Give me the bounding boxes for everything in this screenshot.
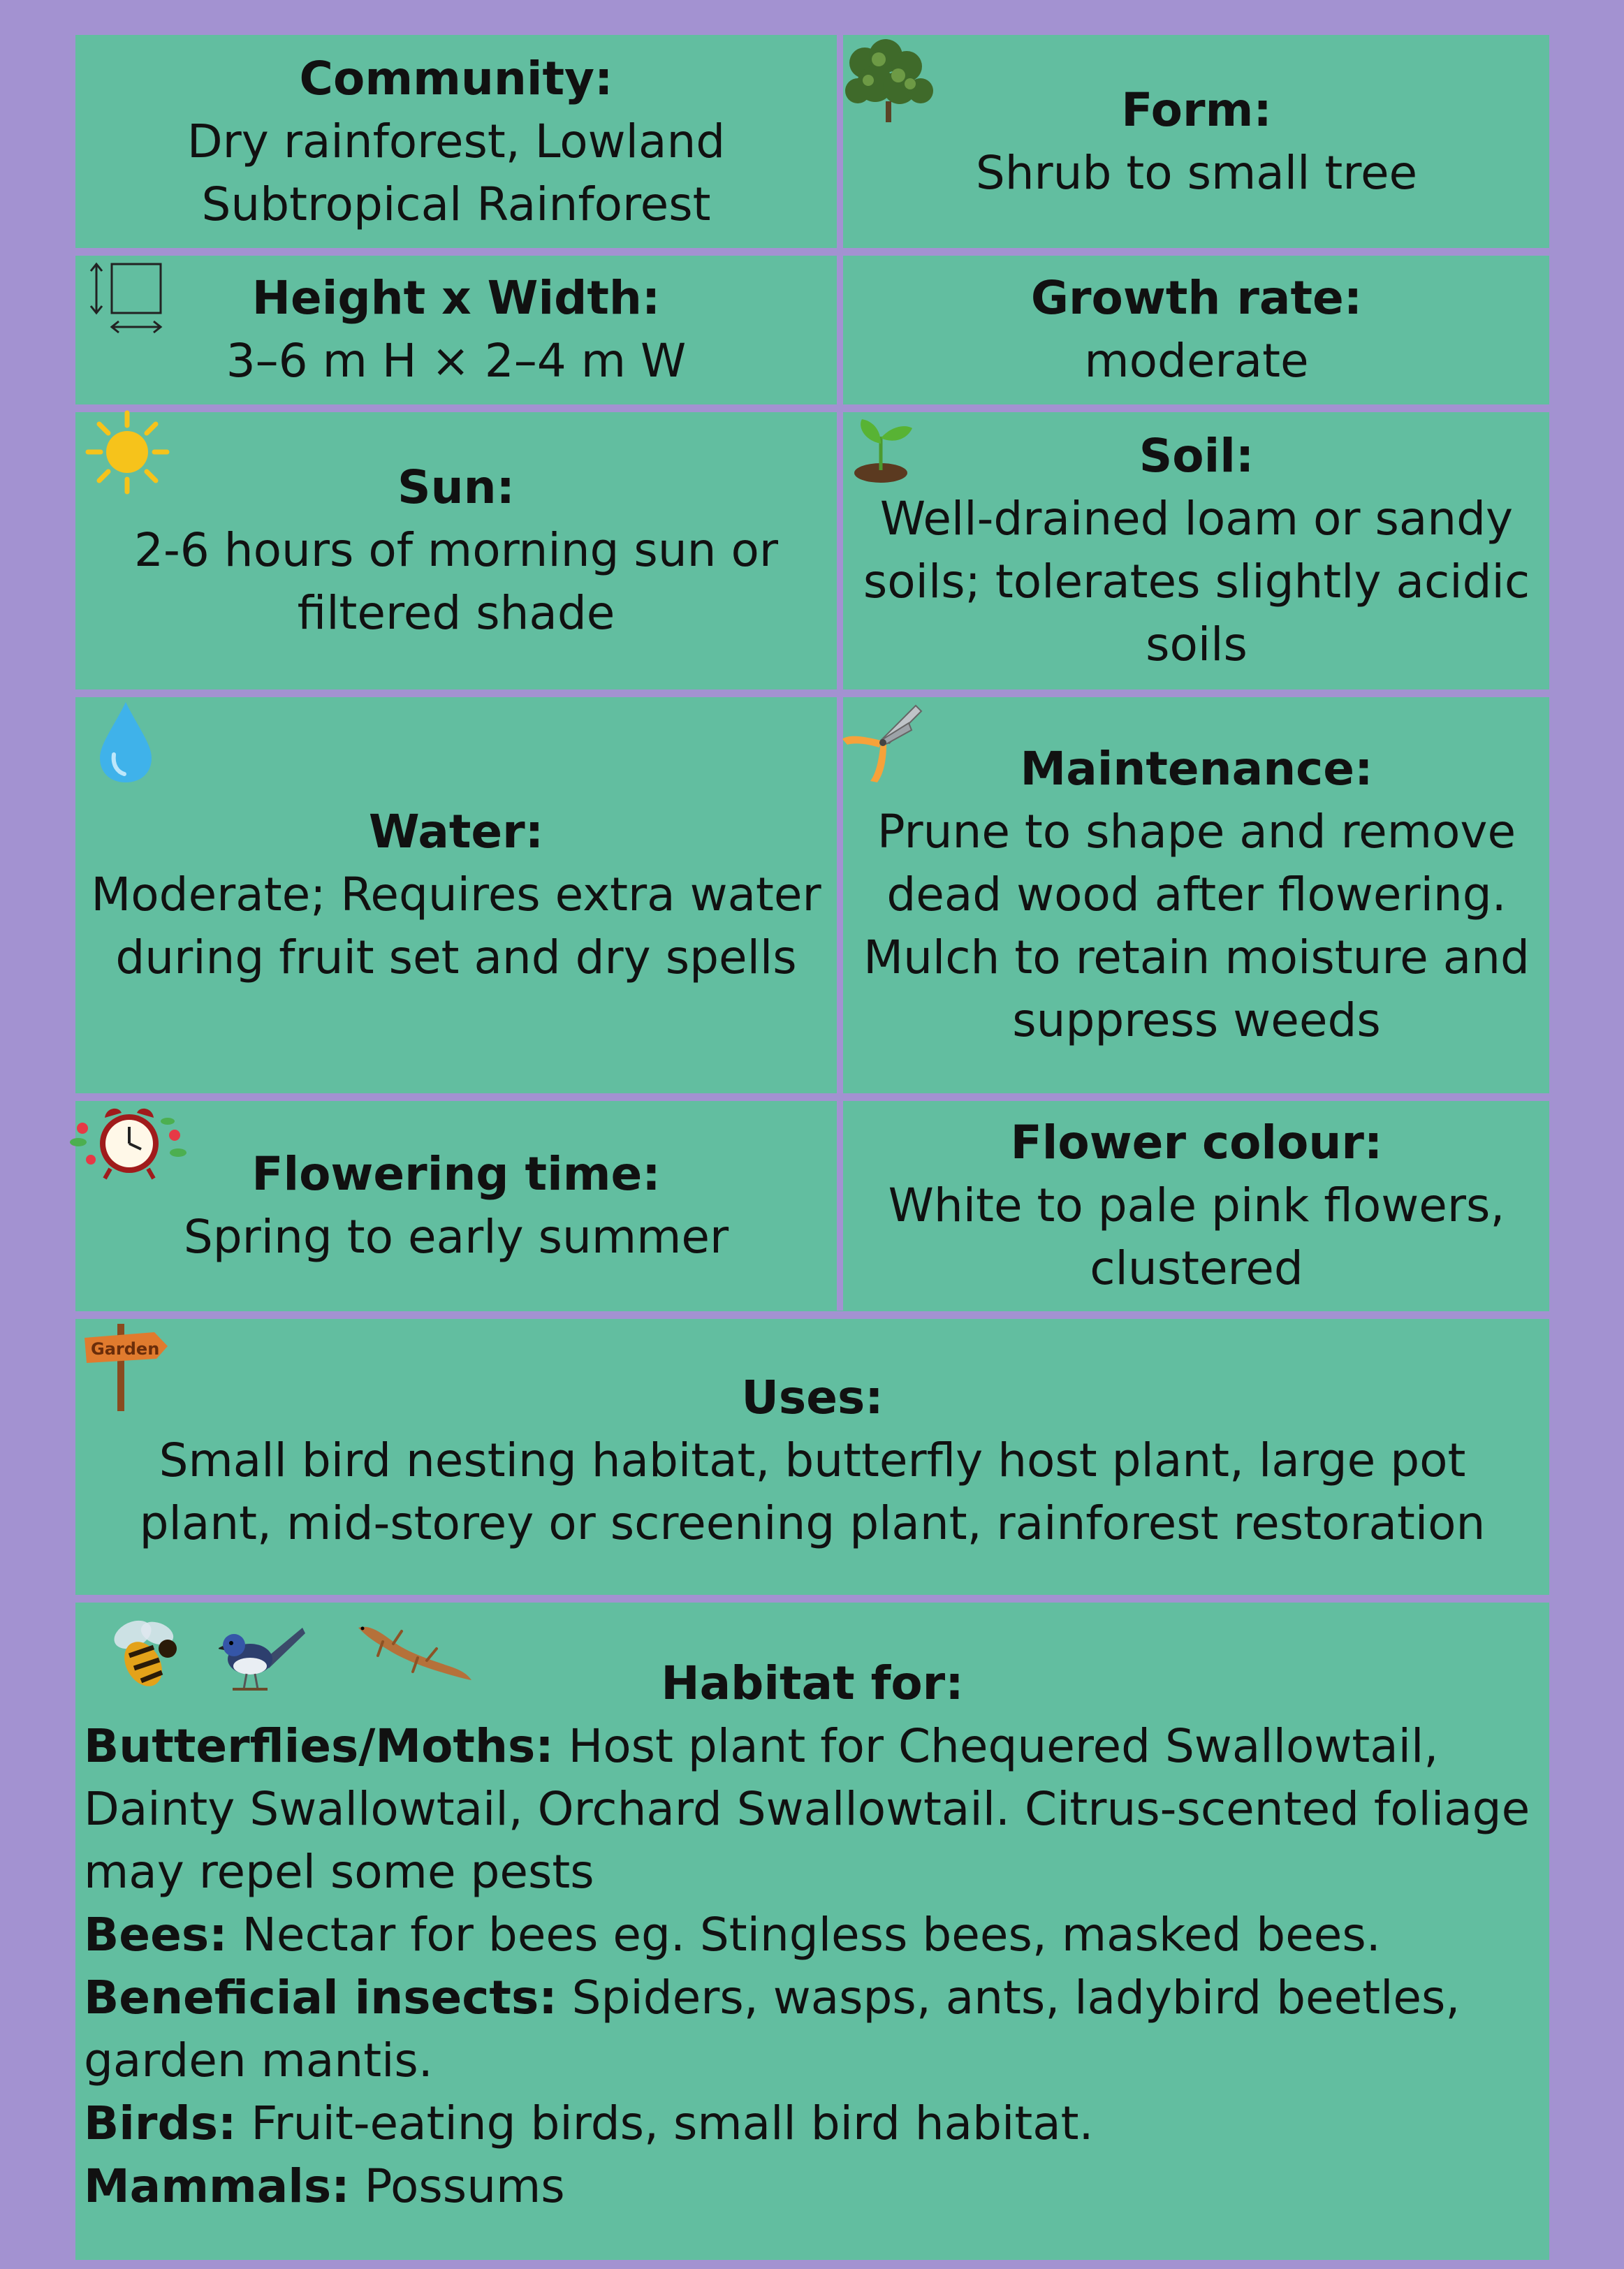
flowering-time-label: Flowering time: (251, 1147, 661, 1201)
habitat-item-name: Mammals: (84, 2159, 350, 2213)
habitat-item-name: Birds: (84, 2096, 237, 2150)
sun-cell (75, 412, 837, 689)
growth-rate-value: moderate (1084, 334, 1309, 388)
shrub-icon (837, 35, 942, 126)
uses-cell (75, 1319, 1549, 1595)
form-cell (844, 35, 1549, 248)
bee-icon (105, 1614, 189, 1694)
habitat-label: Habitat for: (661, 1656, 964, 1710)
uses-label: Uses: (741, 1370, 884, 1424)
bird-icon (219, 1614, 309, 1694)
row-divider (75, 1093, 1549, 1101)
growth-rate-label: Growth rate: (1030, 271, 1363, 325)
plant-info-card (75, 35, 1549, 2260)
height-width-label: Height x Width: (251, 271, 661, 325)
habitat-section (75, 1603, 1549, 2260)
habitat-item-name: Butterflies/Moths: (84, 1719, 554, 1773)
garden-sign-text: Garden (91, 1339, 160, 1359)
habitat-item-text: Host plant for Chequered Swallowtail, Dainty Swallowtail, Orchard Swallowtail. Citrus-scented foliage may repel some pests (84, 1719, 1530, 1899)
row-divider (75, 690, 1549, 697)
habitat-item-text: Possums (349, 2159, 565, 2213)
habitat-item-bees (84, 1904, 1544, 1967)
lizard-icon (351, 1617, 474, 1687)
growth-rate-cell (844, 256, 1549, 404)
maintenance-cell (844, 697, 1549, 1092)
water-value: Moderate; Requires extra water during fruit set and dry spells (91, 867, 821, 984)
flower-colour-label: Flower colour: (1010, 1116, 1383, 1169)
water-label: Water: (368, 804, 544, 859)
soil-value: Well-drained loam or sandy soils; tolerates slightly acidic soils (863, 492, 1530, 671)
form-label: Form: (1121, 82, 1272, 137)
habitat-item-butterflies (84, 1715, 1544, 1904)
soil-cell (844, 412, 1549, 689)
sun-value: 2-6 hours of morning sun or filtered shade (134, 523, 778, 640)
habitat-item-name: Bees: (84, 1908, 228, 1962)
flower-colour-value: White to pale pink flowers, clustered (888, 1179, 1505, 1295)
community-label: Community: (299, 51, 613, 105)
uses-value: Small bird nesting habitat, butterfly host plant, large pot plant, mid-storey or screening plant, rainforest restoration (139, 1433, 1486, 1550)
height-width-value: 3–6 m H × 2–4 m W (226, 334, 687, 388)
flowering-time-cell (75, 1101, 837, 1311)
community-cell (75, 35, 837, 248)
habitat-item-text: Fruit-eating birds, small bird habitat. (236, 2096, 1094, 2150)
habitat-list (84, 1715, 1544, 2218)
form-value: Shrub to small tree (975, 145, 1418, 200)
habitat-item-text: Spiders, wasps, ants, ladybird beetles, garden mantis. (84, 1971, 1461, 2087)
height-width-cell (75, 256, 837, 404)
alarm-clock-icon (70, 1100, 189, 1188)
habitat-item-beneficial-insects (84, 1967, 1544, 2092)
seedling-icon (849, 409, 919, 486)
row-divider (75, 1311, 1549, 1319)
flower-colour-cell (844, 1101, 1549, 1311)
community-value: Dry rainforest, Lowland Subtropical Rainforest (186, 114, 726, 231)
flowering-time-value: Spring to early summer (183, 1210, 729, 1264)
column-divider (837, 35, 843, 1311)
sun-icon (84, 409, 171, 496)
garden-sign-icon (81, 1317, 172, 1415)
row-divider (75, 248, 1549, 256)
maintenance-label: Maintenance: (1020, 741, 1373, 796)
habitat-item-text: Nectar for bees eg. Stingless bees, masked bees. (227, 1908, 1381, 1962)
row-divider (75, 1595, 1549, 1603)
pruners-icon (839, 699, 930, 786)
habitat-item-mammals (84, 2155, 1544, 2218)
row-divider (75, 404, 1549, 412)
sun-label: Sun: (397, 460, 515, 514)
maintenance-value: Prune to shape and remove dead wood after flowering. Mulch to retain moisture and suppress weeds (863, 804, 1530, 1047)
water-drop-icon (93, 699, 159, 786)
water-cell (75, 697, 837, 1092)
soil-label: Soil: (1139, 429, 1254, 483)
dimensions-icon (82, 251, 173, 342)
habitat-item-birds (84, 2092, 1544, 2155)
habitat-item-name: Beneficial insects: (84, 1971, 557, 2024)
